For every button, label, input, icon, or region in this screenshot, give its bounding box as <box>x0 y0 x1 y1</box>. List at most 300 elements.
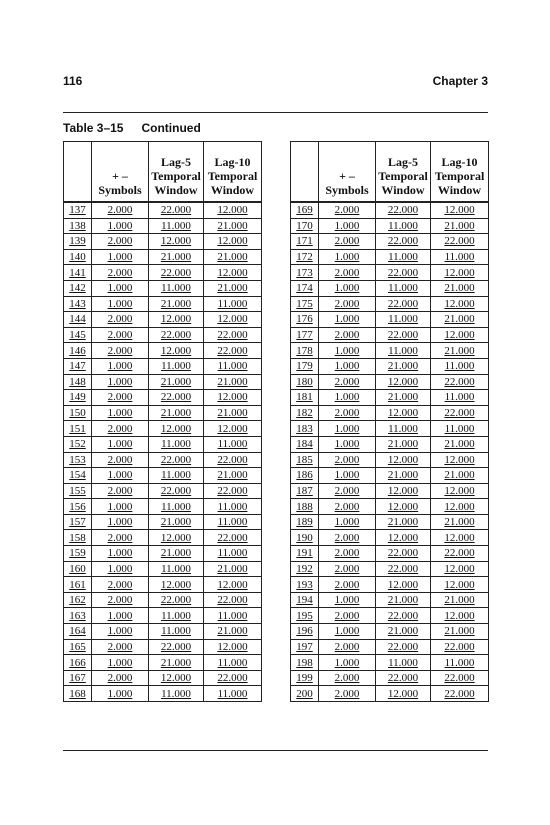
cell-symbols: 2.000 <box>92 452 149 468</box>
cell-symbols: 1.000 <box>92 499 149 515</box>
cell-lag10: 11.000 <box>431 249 489 265</box>
table-row <box>291 327 489 343</box>
cell-symbols: 2.000 <box>319 639 376 655</box>
cell-lag10: 12.000 <box>431 296 489 312</box>
cell-lag10: 22.000 <box>431 670 489 686</box>
cell-index: 159 <box>64 546 92 562</box>
cell-lag5: 22.000 <box>376 546 431 562</box>
cell-index: 174 <box>291 280 319 296</box>
cell-lag5: 12.000 <box>376 686 431 702</box>
cell-symbols: 1.000 <box>92 249 149 265</box>
cell-index: 173 <box>291 265 319 281</box>
cell-lag10: 21.000 <box>431 592 489 608</box>
cell-index: 176 <box>291 312 319 328</box>
cell-lag10: 12.000 <box>431 483 489 499</box>
table-row <box>291 608 489 624</box>
cell-index: 158 <box>64 530 92 546</box>
cell-lag10: 11.000 <box>431 358 489 374</box>
right-table-body <box>291 202 489 702</box>
cell-lag5: 22.000 <box>149 483 204 499</box>
table-row <box>291 514 489 530</box>
cell-lag5: 22.000 <box>376 639 431 655</box>
table-row <box>64 265 262 281</box>
cell-lag5: 12.000 <box>149 670 204 686</box>
cell-lag10: 21.000 <box>204 561 262 577</box>
table-row <box>64 280 262 296</box>
footer-rule <box>63 750 488 751</box>
cell-lag10: 21.000 <box>204 405 262 421</box>
cell-lag5: 12.000 <box>149 577 204 593</box>
cell-index: 200 <box>291 686 319 702</box>
left-data-table <box>63 141 262 702</box>
cell-index: 168 <box>64 686 92 702</box>
table-row <box>64 234 262 250</box>
table-row <box>291 249 489 265</box>
cell-symbols: 1.000 <box>92 358 149 374</box>
cell-symbols: 1.000 <box>319 514 376 530</box>
cell-lag5: 21.000 <box>149 374 204 390</box>
table-row <box>291 312 489 328</box>
table-row <box>64 436 262 452</box>
cell-index: 155 <box>64 483 92 499</box>
cell-index: 185 <box>291 452 319 468</box>
cell-symbols: 1.000 <box>319 358 376 374</box>
cell-lag5: 11.000 <box>149 280 204 296</box>
cell-symbols: 2.000 <box>319 327 376 343</box>
cell-lag5: 22.000 <box>376 296 431 312</box>
cell-symbols: 1.000 <box>319 249 376 265</box>
cell-index: 164 <box>64 624 92 640</box>
cell-symbols: 2.000 <box>92 265 149 281</box>
header-symbols: + – Symbols <box>319 142 376 203</box>
cell-lag10: 11.000 <box>204 358 262 374</box>
cell-lag5: 12.000 <box>376 499 431 515</box>
table-row <box>291 218 489 234</box>
cell-lag10: 21.000 <box>431 343 489 359</box>
cell-lag10: 21.000 <box>431 468 489 484</box>
cell-lag10: 21.000 <box>431 218 489 234</box>
cell-lag10: 21.000 <box>431 514 489 530</box>
table-row <box>64 327 262 343</box>
cell-index: 195 <box>291 608 319 624</box>
cell-lag5: 11.000 <box>376 655 431 671</box>
cell-lag5: 11.000 <box>376 421 431 437</box>
cell-lag10: 11.000 <box>204 296 262 312</box>
cell-lag5: 12.000 <box>149 421 204 437</box>
cell-lag5: 12.000 <box>376 530 431 546</box>
cell-index: 140 <box>64 249 92 265</box>
header-index <box>64 142 92 203</box>
cell-lag10: 11.000 <box>204 655 262 671</box>
cell-symbols: 2.000 <box>319 608 376 624</box>
cell-lag5: 22.000 <box>149 390 204 406</box>
cell-lag5: 21.000 <box>149 655 204 671</box>
cell-lag5: 11.000 <box>376 249 431 265</box>
cell-lag10: 12.000 <box>431 265 489 281</box>
cell-symbols: 1.000 <box>92 655 149 671</box>
cell-lag10: 12.000 <box>431 608 489 624</box>
cell-symbols: 2.000 <box>319 296 376 312</box>
cell-symbols: 2.000 <box>92 327 149 343</box>
cell-symbols: 1.000 <box>92 405 149 421</box>
table-row <box>64 312 262 328</box>
table-row <box>291 421 489 437</box>
table-row <box>64 343 262 359</box>
cell-index: 138 <box>64 218 92 234</box>
cell-lag10: 12.000 <box>204 202 262 218</box>
cell-lag5: 22.000 <box>376 234 431 250</box>
cell-symbols: 2.000 <box>92 670 149 686</box>
cell-index: 194 <box>291 592 319 608</box>
table-row <box>64 608 262 624</box>
table-row <box>291 670 489 686</box>
cell-lag10: 11.000 <box>204 546 262 562</box>
cell-index: 181 <box>291 390 319 406</box>
cell-lag10: 12.000 <box>431 530 489 546</box>
table-row <box>291 265 489 281</box>
cell-lag10: 21.000 <box>431 624 489 640</box>
table-row <box>291 655 489 671</box>
table-row <box>64 639 262 655</box>
cell-lag5: 12.000 <box>376 374 431 390</box>
table-row <box>291 546 489 562</box>
cell-lag10: 12.000 <box>431 452 489 468</box>
cell-lag10: 21.000 <box>204 280 262 296</box>
header-lag10: Lag-10 Temporal Window <box>431 142 489 203</box>
cell-index: 171 <box>291 234 319 250</box>
cell-lag10: 11.000 <box>204 499 262 515</box>
cell-lag5: 22.000 <box>376 327 431 343</box>
cell-lag10: 11.000 <box>204 436 262 452</box>
table-row <box>64 405 262 421</box>
cell-symbols: 1.000 <box>319 468 376 484</box>
cell-symbols: 2.000 <box>92 312 149 328</box>
cell-index: 190 <box>291 530 319 546</box>
table-caption-label: Table 3–15 <box>63 121 124 135</box>
cell-symbols: 2.000 <box>92 202 149 218</box>
cell-index: 192 <box>291 561 319 577</box>
cell-lag10: 22.000 <box>431 546 489 562</box>
cell-index: 148 <box>64 374 92 390</box>
cell-lag5: 22.000 <box>149 452 204 468</box>
cell-symbols: 2.000 <box>92 592 149 608</box>
header-rule <box>63 112 488 113</box>
cell-index: 151 <box>64 421 92 437</box>
table-row <box>64 514 262 530</box>
table-row <box>291 280 489 296</box>
cell-index: 189 <box>291 514 319 530</box>
header-symbols: + – Symbols <box>92 142 149 203</box>
cell-symbols: 2.000 <box>92 483 149 499</box>
cell-index: 165 <box>64 639 92 655</box>
cell-index: 162 <box>64 592 92 608</box>
cell-lag10: 22.000 <box>204 530 262 546</box>
cell-lag5: 11.000 <box>149 358 204 374</box>
cell-lag10: 21.000 <box>204 624 262 640</box>
cell-lag5: 21.000 <box>376 358 431 374</box>
cell-symbols: 2.000 <box>319 561 376 577</box>
cell-lag5: 22.000 <box>376 608 431 624</box>
cell-lag5: 12.000 <box>149 343 204 359</box>
cell-lag5: 21.000 <box>376 514 431 530</box>
cell-symbols: 1.000 <box>92 686 149 702</box>
cell-symbols: 2.000 <box>319 499 376 515</box>
cell-lag5: 12.000 <box>149 530 204 546</box>
cell-symbols: 2.000 <box>319 577 376 593</box>
table-row <box>64 499 262 515</box>
cell-index: 163 <box>64 608 92 624</box>
cell-index: 149 <box>64 390 92 406</box>
cell-lag5: 11.000 <box>149 608 204 624</box>
cell-lag5: 21.000 <box>149 514 204 530</box>
table-row <box>291 561 489 577</box>
table-row <box>64 577 262 593</box>
cell-lag10: 21.000 <box>204 468 262 484</box>
table-row <box>291 686 489 702</box>
table-row <box>64 296 262 312</box>
cell-lag5: 11.000 <box>149 499 204 515</box>
cell-index: 153 <box>64 452 92 468</box>
table-row <box>291 577 489 593</box>
table-row <box>291 483 489 499</box>
cell-symbols: 1.000 <box>92 468 149 484</box>
table-row <box>291 639 489 655</box>
cell-symbols: 2.000 <box>92 639 149 655</box>
table-row <box>64 218 262 234</box>
cell-index: 167 <box>64 670 92 686</box>
cell-lag5: 21.000 <box>149 546 204 562</box>
cell-symbols: 1.000 <box>92 436 149 452</box>
cell-lag5: 22.000 <box>376 265 431 281</box>
cell-lag10: 12.000 <box>204 390 262 406</box>
cell-index: 172 <box>291 249 319 265</box>
table-row <box>64 670 262 686</box>
cell-lag10: 22.000 <box>431 374 489 390</box>
cell-lag10: 12.000 <box>431 327 489 343</box>
cell-lag10: 21.000 <box>431 280 489 296</box>
cell-lag10: 11.000 <box>431 655 489 671</box>
cell-symbols: 1.000 <box>92 624 149 640</box>
table-row <box>64 624 262 640</box>
cell-symbols: 1.000 <box>92 608 149 624</box>
cell-symbols: 2.000 <box>319 670 376 686</box>
table-row <box>291 202 489 218</box>
cell-symbols: 1.000 <box>319 390 376 406</box>
cell-lag10: 12.000 <box>204 421 262 437</box>
cell-symbols: 2.000 <box>92 234 149 250</box>
cell-index: 141 <box>64 265 92 281</box>
cell-symbols: 2.000 <box>92 343 149 359</box>
cell-index: 146 <box>64 343 92 359</box>
cell-symbols: 1.000 <box>92 514 149 530</box>
cell-index: 150 <box>64 405 92 421</box>
cell-index: 157 <box>64 514 92 530</box>
cell-lag5: 22.000 <box>149 202 204 218</box>
cell-index: 183 <box>291 421 319 437</box>
cell-symbols: 1.000 <box>92 218 149 234</box>
table-caption-continued: Continued <box>141 121 201 135</box>
cell-lag10: 12.000 <box>431 561 489 577</box>
cell-index: 196 <box>291 624 319 640</box>
cell-symbols: 2.000 <box>319 265 376 281</box>
cell-lag10: 12.000 <box>204 234 262 250</box>
table-row <box>64 452 262 468</box>
cell-symbols: 1.000 <box>92 561 149 577</box>
header-lag5: Lag-5 Temporal Window <box>149 142 204 203</box>
cell-lag10: 12.000 <box>204 639 262 655</box>
cell-index: 186 <box>291 468 319 484</box>
cell-index: 147 <box>64 358 92 374</box>
cell-index: 191 <box>291 546 319 562</box>
table-row <box>291 358 489 374</box>
cell-index: 145 <box>64 327 92 343</box>
header-lag5: Lag-5 Temporal Window <box>376 142 431 203</box>
table-row <box>291 343 489 359</box>
table-caption <box>63 121 201 135</box>
cell-lag5: 22.000 <box>149 639 204 655</box>
cell-index: 182 <box>291 405 319 421</box>
table-row <box>291 390 489 406</box>
cell-lag5: 11.000 <box>376 312 431 328</box>
cell-index: 175 <box>291 296 319 312</box>
page-number: 116 <box>63 74 83 88</box>
cell-lag5: 11.000 <box>376 218 431 234</box>
cell-symbols: 2.000 <box>319 374 376 390</box>
table-row <box>64 390 262 406</box>
cell-lag10: 11.000 <box>204 608 262 624</box>
cell-index: 180 <box>291 374 319 390</box>
cell-symbols: 2.000 <box>92 421 149 437</box>
right-data-table <box>290 141 489 702</box>
cell-lag10: 21.000 <box>204 374 262 390</box>
cell-lag10: 12.000 <box>431 577 489 593</box>
table-row <box>291 374 489 390</box>
table-row <box>64 202 262 218</box>
cell-index: 179 <box>291 358 319 374</box>
cell-lag10: 21.000 <box>204 249 262 265</box>
cell-lag10: 22.000 <box>431 639 489 655</box>
cell-lag10: 12.000 <box>204 577 262 593</box>
cell-index: 169 <box>291 202 319 218</box>
cell-symbols: 2.000 <box>319 530 376 546</box>
cell-index: 152 <box>64 436 92 452</box>
cell-symbols: 1.000 <box>92 296 149 312</box>
cell-lag5: 11.000 <box>149 218 204 234</box>
cell-lag5: 22.000 <box>149 327 204 343</box>
table-header-row <box>291 142 489 203</box>
cell-lag5: 22.000 <box>376 670 431 686</box>
cell-lag5: 12.000 <box>149 234 204 250</box>
cell-lag5: 22.000 <box>149 265 204 281</box>
table-row <box>291 405 489 421</box>
cell-lag5: 12.000 <box>376 577 431 593</box>
cell-lag10: 22.000 <box>431 234 489 250</box>
cell-symbols: 2.000 <box>92 530 149 546</box>
cell-symbols: 2.000 <box>92 390 149 406</box>
cell-lag10: 22.000 <box>431 405 489 421</box>
cell-lag10: 22.000 <box>204 592 262 608</box>
chapter-label: Chapter 3 <box>432 74 488 88</box>
cell-index: 161 <box>64 577 92 593</box>
cell-index: 178 <box>291 343 319 359</box>
cell-lag10: 12.000 <box>431 499 489 515</box>
cell-lag5: 21.000 <box>376 390 431 406</box>
cell-lag10: 22.000 <box>204 452 262 468</box>
cell-symbols: 1.000 <box>319 343 376 359</box>
table-row <box>291 468 489 484</box>
cell-lag10: 11.000 <box>431 421 489 437</box>
cell-symbols: 2.000 <box>319 546 376 562</box>
cell-lag5: 11.000 <box>376 280 431 296</box>
table-row <box>64 358 262 374</box>
cell-lag5: 12.000 <box>376 483 431 499</box>
table-row <box>64 686 262 702</box>
table-row <box>291 530 489 546</box>
cell-index: 188 <box>291 499 319 515</box>
cell-symbols: 1.000 <box>92 546 149 562</box>
cell-lag10: 12.000 <box>204 312 262 328</box>
cell-index: 187 <box>291 483 319 499</box>
table-row <box>291 296 489 312</box>
left-table-body <box>64 202 262 702</box>
cell-lag5: 21.000 <box>149 249 204 265</box>
cell-index: 137 <box>64 202 92 218</box>
cell-lag5: 21.000 <box>149 296 204 312</box>
cell-symbols: 1.000 <box>92 374 149 390</box>
table-row <box>64 546 262 562</box>
cell-symbols: 2.000 <box>319 234 376 250</box>
cell-lag5: 11.000 <box>149 468 204 484</box>
cell-lag10: 21.000 <box>431 436 489 452</box>
cell-index: 156 <box>64 499 92 515</box>
cell-lag10: 22.000 <box>204 483 262 499</box>
cell-lag5: 11.000 <box>149 561 204 577</box>
cell-index: 166 <box>64 655 92 671</box>
cell-index: 198 <box>291 655 319 671</box>
cell-lag10: 12.000 <box>431 202 489 218</box>
header-lag10: Lag-10 Temporal Window <box>204 142 262 203</box>
cell-index: 197 <box>291 639 319 655</box>
cell-symbols: 1.000 <box>92 280 149 296</box>
table-row <box>64 249 262 265</box>
table-row <box>64 592 262 608</box>
cell-lag10: 12.000 <box>204 265 262 281</box>
table-row <box>291 436 489 452</box>
table-row <box>291 592 489 608</box>
table-header-row <box>64 142 262 203</box>
cell-lag5: 22.000 <box>149 592 204 608</box>
cell-index: 177 <box>291 327 319 343</box>
cell-lag10: 21.000 <box>204 218 262 234</box>
cell-lag5: 12.000 <box>376 452 431 468</box>
cell-lag5: 11.000 <box>149 624 204 640</box>
table-row <box>64 468 262 484</box>
cell-index: 160 <box>64 561 92 577</box>
cell-lag5: 21.000 <box>149 405 204 421</box>
cell-lag5: 21.000 <box>376 468 431 484</box>
cell-symbols: 1.000 <box>319 218 376 234</box>
table-row <box>291 234 489 250</box>
cell-lag10: 22.000 <box>204 343 262 359</box>
cell-lag5: 21.000 <box>376 624 431 640</box>
cell-symbols: 1.000 <box>319 624 376 640</box>
cell-lag10: 22.000 <box>431 686 489 702</box>
cell-index: 144 <box>64 312 92 328</box>
cell-index: 139 <box>64 234 92 250</box>
cell-symbols: 2.000 <box>319 483 376 499</box>
cell-lag10: 11.000 <box>431 390 489 406</box>
table-row <box>291 624 489 640</box>
